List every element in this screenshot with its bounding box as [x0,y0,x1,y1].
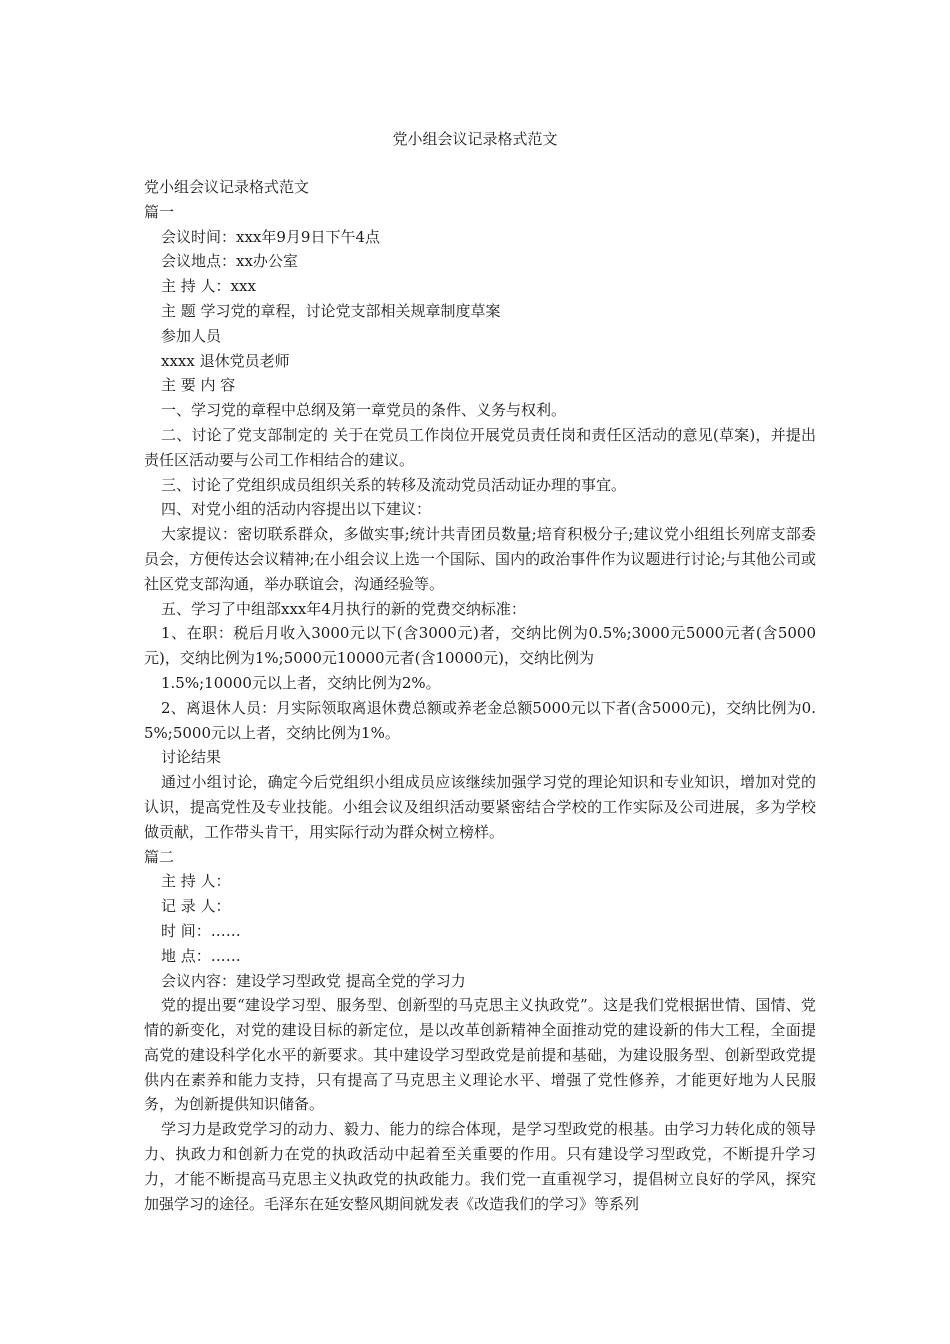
paragraph: 大家提议：密切联系群众，多做实事;统计共青团员数量;培育积极分子;建议党小组组长列席支部委员会，方便传达会议精神;在小组会议上选一个国际、国内的政治事件作为议题进行讨论;与其他公司或社区党支部沟通，举办联谊会，沟通经验等。 [144,525,816,593]
paragraph: 地 点：…… [161,946,241,965]
document-title: 党小组会议记录格式范文 [392,130,558,148]
paragraph: 党的提出要“建设学习型、服务型、创新型的马克思主义执政党”。这是我们党根据世情、国情、党情的新变化，对党的建设目标的新定位，是以改革创新精神全面推动党的建设新的伟大工程，全面提高党的建设科学化水平的新要求。其中建设学习型政党是前提和基础，为建设服务型、创新型政党提供内在素养和能力支持，只有提高了马克思主义理论水平、增强了党性修养，才能更好地为人民服务，为创新提供知识储备。 [144,996,816,1114]
paragraph: 主 题 学习党的章程，讨论党支部相关规章制度草案 [161,301,501,320]
paragraph: 2、离退休人员：月实际领取离退休费总额或养老金总额5000元以下者(含5000元)，交纳比例为0.5%;5000元以上者，交纳比例为1%。 [144,698,816,742]
paragraph: 会议地点：xx办公室 [161,252,298,271]
paragraph: 党小组会议记录格式范文 [144,178,310,196]
document-body [144,175,816,1216]
paragraph: 一、学习党的章程中总纲及第一章党员的条件、义务与权利。 [161,401,567,420]
paragraph: 五、学习了中组部xxx年4月执行的新的党费交纳标准： [161,599,526,618]
paragraph: 四、对党小组的活动内容提出以下建议： [161,500,432,519]
paragraph: 记 录 人： [161,897,231,916]
paragraph: 讨论结果 [161,748,222,767]
paragraph: 会议内容：建设学习型政党 提高全党的学习力 [161,971,466,990]
paragraph: 二、讨论了党支部制定的 关于在党员工作岗位开展党员责任岗和责任区活动的意见(草案)，并提出责任区活动要与公司工作相结合的建议。 [144,425,816,469]
paragraph: 参加人员 [161,326,222,345]
paragraph: 主 要 内 容 [161,376,236,395]
paragraph: 三、讨论了党组织成员组织关系的转移及流动党员活动证办理的事宜。 [161,475,627,494]
paragraph: 主 持 人： [161,872,231,891]
paragraph: 会议时间：xxx年9月9日下午4点 [161,227,381,246]
paragraph: xxxx 退休党员老师 [161,351,290,370]
paragraph: 篇一 [144,202,175,221]
paragraph: 学习力是政党学习的动力、毅力、能力的综合体现，是学习型政党的根基。由学习力转化成的领导力、执政力和创新力在党的执政活动中起着至关重要的作用。只有建设学习型政党，不断提升学习力，才能不断提高马克思主义执政党的执政能力。我们党一直重视学习，提倡树立良好的学风，探究加强学习的途径。毛泽东在延安整风期间就发表《改造我们的学习》等系列 [144,1120,816,1213]
paragraph: 1、在职：税后月收入3000元以下(含3000元)者，交纳比例为0.5%;3000元5000元者(含5000元)，交纳比例为1%;5000元10000元者(含10000元)，交纳比例为 [144,624,816,668]
paragraph: 1.5%;10000元以上者，交纳比例为2%。 [161,673,441,692]
paragraph: 时 间：…… [161,921,241,940]
paragraph: 通过小组讨论，确定今后党组织小组成员应该继续加强学习党的理论知识和专业知识，增加对党的认识，提高党性及专业技能。小组会议及组织活动要紧密结合学校的工作实际及公司进展，多为学校做贡献，工作带头肯干，用实际行动为群众树立榜样。 [144,773,816,841]
paragraph: 主 持 人：xxx [161,277,256,296]
paragraph: 篇二 [144,847,175,866]
